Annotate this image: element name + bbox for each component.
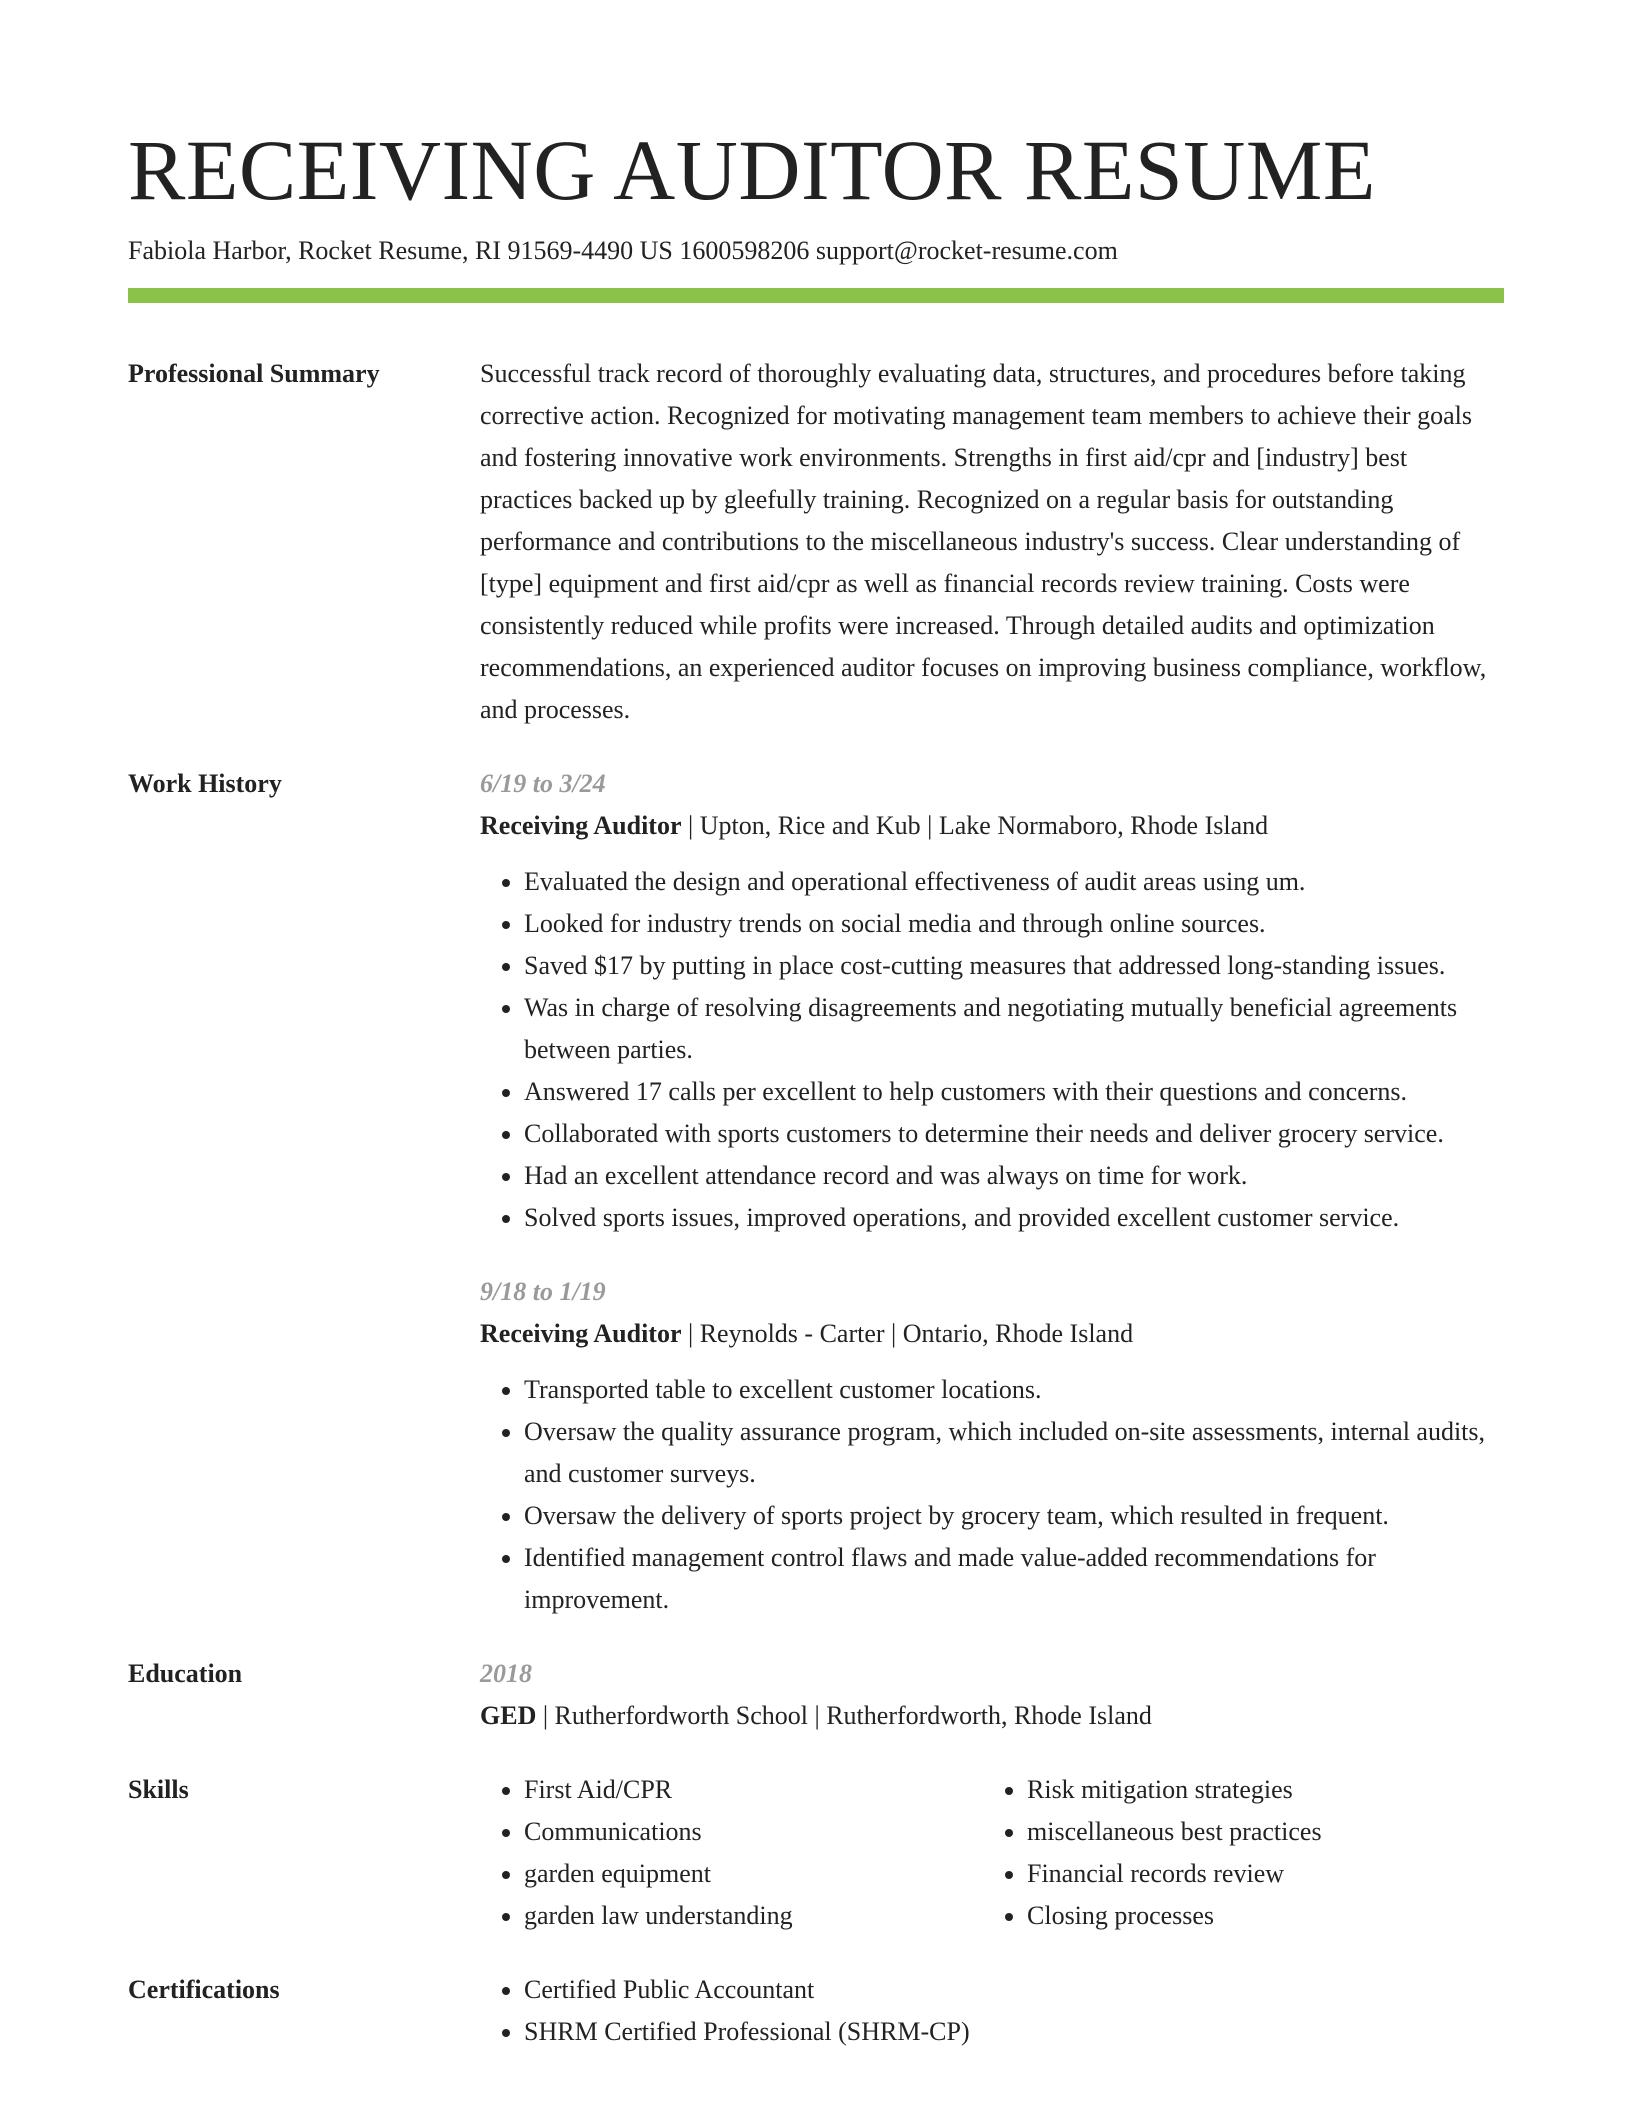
education-year: 2018: [480, 1659, 532, 1688]
education-line: [480, 1695, 1504, 1737]
job-title: Receiving Auditor: [480, 811, 682, 840]
list-item: • Solved sports issues, improved operations, and provided excellent customer service.: [524, 1197, 1504, 1239]
list-item: • Oversaw the delivery of sports project by grocery team, which resulted in frequent.: [524, 1495, 1504, 1537]
skills-section: [128, 1769, 1504, 1937]
job-title: Receiving Auditor: [480, 1319, 682, 1348]
list-item: • garden law understanding: [524, 1895, 983, 1937]
list-item: • Identified management control flaws and made value-added recommendations for improvement.: [524, 1537, 1504, 1621]
list-item: • First Aid/CPR: [524, 1769, 983, 1811]
education-degree: GED: [480, 1701, 537, 1730]
list-item: • Answered 17 calls per excellent to help customers with their questions and concerns.: [524, 1071, 1504, 1113]
summary-section: [128, 353, 1504, 731]
list-item: • SHRM Certified Professional (SHRM-CP): [524, 2011, 1504, 2053]
contact-line: Fabiola Harbor, Rocket Resume, RI 91569-4490 US 1600598206 support@rocket-resume.com: [128, 236, 1118, 265]
skills-column-right: [983, 1769, 1486, 1937]
work-history-section: [128, 763, 1504, 1621]
job-details: | Reynolds - Carter | Ontario, Rhode Island: [681, 1319, 1134, 1348]
list-item: • Closing processes: [1027, 1895, 1486, 1937]
list-item: • Oversaw the quality assurance program, which included on-site assessments, internal audits, and customer surveys.: [524, 1411, 1504, 1495]
list-item: • Communications: [524, 1811, 983, 1853]
resume-title: RECEIVING AUDITOR RESUME: [128, 122, 1376, 218]
education-details: | Rutherfordworth School | Rutherfordworth, Rhode Island: [536, 1701, 1152, 1730]
job-role-line: [480, 805, 1504, 847]
accent-divider: [128, 288, 1504, 303]
section-heading-summary: Professional Summary: [128, 359, 380, 388]
list-item: • Had an excellent attendance record and was always on time for work.: [524, 1155, 1504, 1197]
list-item: • Was in charge of resolving disagreements and negotiating mutually beneficial agreements between parties.: [524, 987, 1504, 1071]
job-role-line: [480, 1313, 1504, 1355]
list-item: • Saved $17 by putting in place cost-cutting measures that addressed long-standing issues.: [524, 945, 1504, 987]
education-section: [128, 1653, 1504, 1737]
resume-page: [128, 0, 1504, 2053]
section-heading-certifications: Certifications: [128, 1975, 280, 2004]
list-item: • garden equipment: [524, 1853, 983, 1895]
job-entry: [480, 763, 1504, 1239]
job-details: | Upton, Rice and Kub | Lake Normaboro, Rhode Island: [681, 811, 1269, 840]
list-item: • Collaborated with sports customers to determine their needs and deliver grocery service.: [524, 1113, 1504, 1155]
job-entry: [480, 1271, 1504, 1621]
skills-grid: [480, 1769, 1504, 1937]
certifications-section: [128, 1969, 1504, 2053]
certifications-list: [480, 1969, 1504, 2053]
skills-column-left: [480, 1769, 983, 1937]
job-bullets: [480, 1369, 1504, 1621]
job-bullets: [480, 861, 1504, 1239]
job-dates: 6/19 to 3/24: [480, 769, 606, 798]
list-item: • Risk mitigation strategies: [1027, 1769, 1486, 1811]
list-item: • Looked for industry trends on social media and through online sources.: [524, 903, 1504, 945]
list-item: • miscellaneous best practices: [1027, 1811, 1486, 1853]
list-item: • Financial records review: [1027, 1853, 1486, 1895]
list-item: • Evaluated the design and operational effectiveness of audit areas using um.: [524, 861, 1504, 903]
list-item: • Transported table to excellent customer locations.: [524, 1369, 1504, 1411]
section-heading-education: Education: [128, 1659, 243, 1688]
section-heading-skills: Skills: [128, 1775, 189, 1804]
summary-text: Successful track record of thoroughly evaluating data, structures, and procedures before taking corrective action. Recognized for motivating management team members to achieve their goals and fostering innovative work environments. Strengths in first aid/cpr and [industry] best practices backed up by gleefully training. Recognized on a regular basis for outstanding performance and contributions to the miscellaneous industry's success. Clear understanding of [type] equipment and first aid/cpr as well as financial records review training. Costs were consistently reduced while profits were increased. Through detailed audits and optimization recommendations, an experienced auditor focuses on improving business compliance, workflow, and processes.: [480, 359, 1487, 724]
job-dates: 9/18 to 1/19: [480, 1277, 606, 1306]
list-item: • Certified Public Accountant: [524, 1969, 1504, 2011]
section-heading-work: Work History: [128, 769, 282, 798]
